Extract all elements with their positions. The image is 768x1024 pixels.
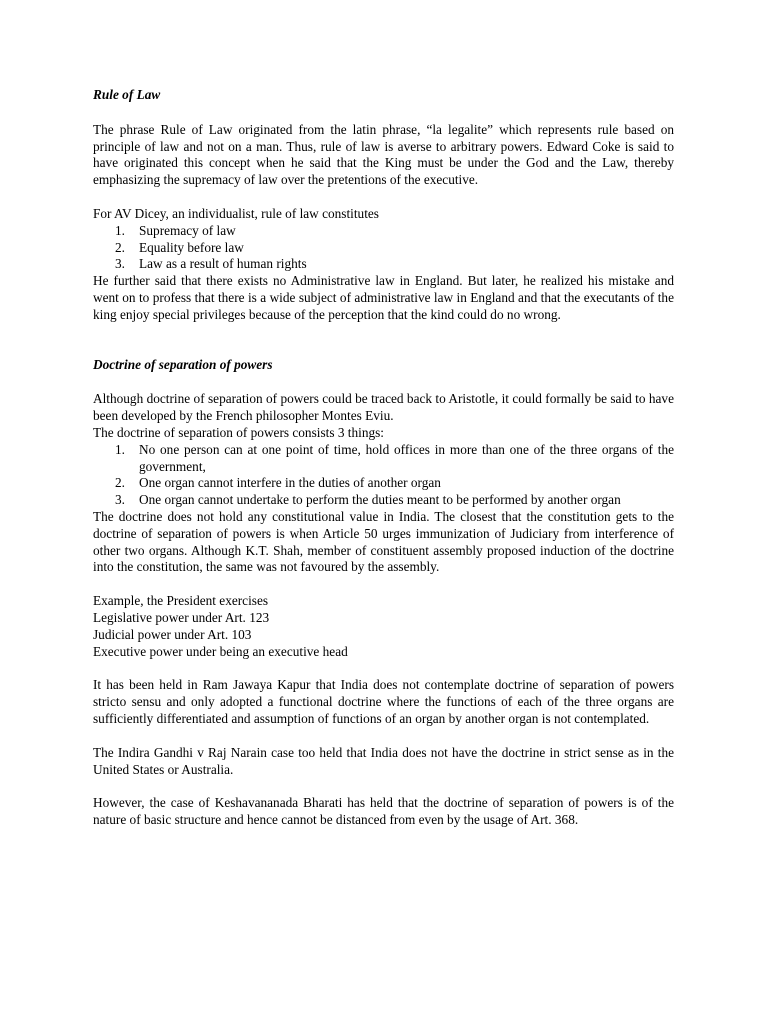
list-item [93, 492, 674, 509]
list-number: 1. [115, 441, 125, 457]
list-item-text: Supremacy of law [139, 222, 236, 238]
list-item-text: One organ cannot interfere in the duties of another organ [139, 475, 441, 491]
list-item [93, 240, 674, 257]
list-item [93, 256, 674, 273]
list-number: 1. [115, 222, 125, 238]
list-item [93, 223, 674, 240]
example-line: Example, the President exercises [93, 593, 269, 609]
list-item [93, 475, 674, 492]
example-line: Legislative power under Art. 123 [93, 609, 270, 625]
list-number: 2. [115, 475, 125, 491]
list-item-text: One organ cannot undertake to perform the duties meant to be performed by another organ [139, 492, 621, 508]
document-page [93, 87, 674, 829]
paragraph: However, the case of Keshavananada Bharati has held that the doctrine of separation of powers is of the nature of basic structure and hence cannot be distanced from even by the usage of Art. 368. [93, 795, 674, 828]
paragraph: The phrase Rule of Law originated from the latin phrase, “la legalite” which represents rule based on principle of law and not on a man. Thus, rule of law is averse to arbitrary powers. Edward Coke is said to have originated this concept when he said that the King must be under the God and the Law, thereby emphasizing the supremacy of law over the pretentions of the executive. [93, 121, 674, 188]
list-number: 3. [115, 492, 125, 508]
list-item-text: Equality before law [139, 239, 244, 255]
list-intro: For AV Dicey, an individualist, rule of law constitutes [93, 205, 379, 221]
example-line: Judicial power under Art. 103 [93, 626, 252, 642]
numbered-list [93, 442, 674, 509]
paragraph: He further said that there exists no Administrative law in England. But later, he realized his mistake and went on to profess that there is a wide subject of administrative law in England and that the executants of the king enjoy special privileges because of the perception that the kind could do no wrong. [93, 273, 674, 322]
list-intro: The doctrine of separation of powers consists 3 things: [93, 424, 384, 440]
section-heading-separation-of-powers: Doctrine of separation of powers [93, 356, 273, 372]
paragraph: The doctrine does not hold any constitutional value in India. The closest that the constitution gets to the doctrine of separation of powers is when Article 50 urges immunization of Judiciary from interference of other two organs. Although K.T. Shah, member of constituent assembly proposed induction of the doctrine into the constitution, the same was not favoured by the assembly. [93, 508, 674, 575]
example-line: Executive power under being an executive head [93, 643, 348, 659]
list-number: 2. [115, 239, 125, 255]
list-item [93, 442, 674, 476]
list-item-text: No one person can at one point of time, hold offices in more than one of the three organs of the government, [139, 441, 674, 474]
list-item-text: Law as a result of human rights [139, 256, 307, 272]
paragraph: It has been held in Ram Jawaya Kapur that India does not contemplate doctrine of separation of powers stricto sensu and only adopted a functional doctrine where the functions of each of the three organs are sufficiently differentiated and assumption of functions of an organ by another organ is not contemplated. [93, 677, 674, 726]
numbered-list [93, 223, 674, 273]
paragraph: The Indira Gandhi v Raj Narain case too held that India does not have the doctrine in strict sense as in the United States or Australia. [93, 744, 674, 777]
list-number: 3. [115, 256, 125, 272]
section-heading-rule-of-law: Rule of Law [93, 87, 161, 102]
paragraph: Although doctrine of separation of powers could be traced back to Aristotle, it could formally be said to have been developed by the French philosopher Montes Eviu. [93, 391, 674, 424]
